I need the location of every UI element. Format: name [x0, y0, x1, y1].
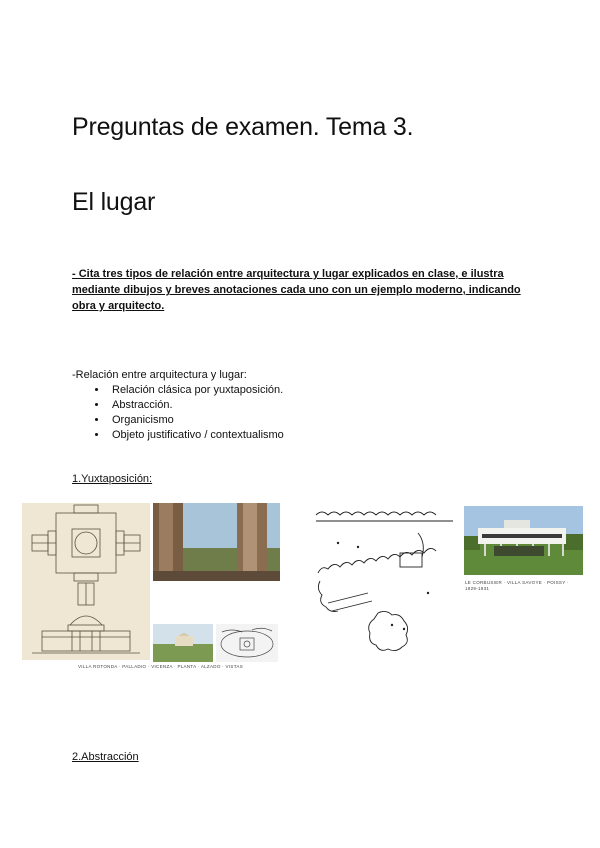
- caption-savoye: LE CORBUSIER · VILLA SAVOYE · POISSY · 1929-1931: [465, 580, 569, 591]
- rotonda-site-drawing: [216, 624, 278, 662]
- list-item: • Objeto justificativo / contextualismo: [108, 428, 284, 443]
- list-item: • Organicismo: [108, 413, 284, 428]
- relation-list: [72, 383, 284, 443]
- page-subtitle: El lugar: [72, 188, 156, 216]
- savoye-photo: [464, 506, 583, 575]
- list-item: • Abstracción.: [108, 398, 284, 413]
- section-heading-yuxtaposicion: 1.Yuxtaposición:: [72, 473, 153, 485]
- list-item: • Relación clásica por yuxtaposición.: [108, 383, 284, 398]
- rotonda-portico-photo: [153, 503, 280, 581]
- intro-text: -Relación entre arquitectura y lugar:: [72, 369, 247, 381]
- rotonda-landscape-photo: [153, 624, 213, 662]
- page-title: Preguntas de examen. Tema 3.: [72, 113, 414, 141]
- rotonda-plan-drawing: [22, 503, 150, 660]
- savoye-site-sketch: [308, 503, 458, 661]
- exam-question: - Cita tres tipos de relación entre arquitectura y lugar explicados en clase, e ilustra mediante dibujos y breves anotaciones cada uno con un ejemplo moderno, indicando obra y arquitecto.: [72, 268, 521, 312]
- section-heading-abstraccion: 2.Abstracción: [72, 751, 139, 763]
- caption-rotonda: VILLA ROTONDA · PALLADIO · VICENZA · PLANTA · ALZADO · VISTAS: [78, 664, 244, 669]
